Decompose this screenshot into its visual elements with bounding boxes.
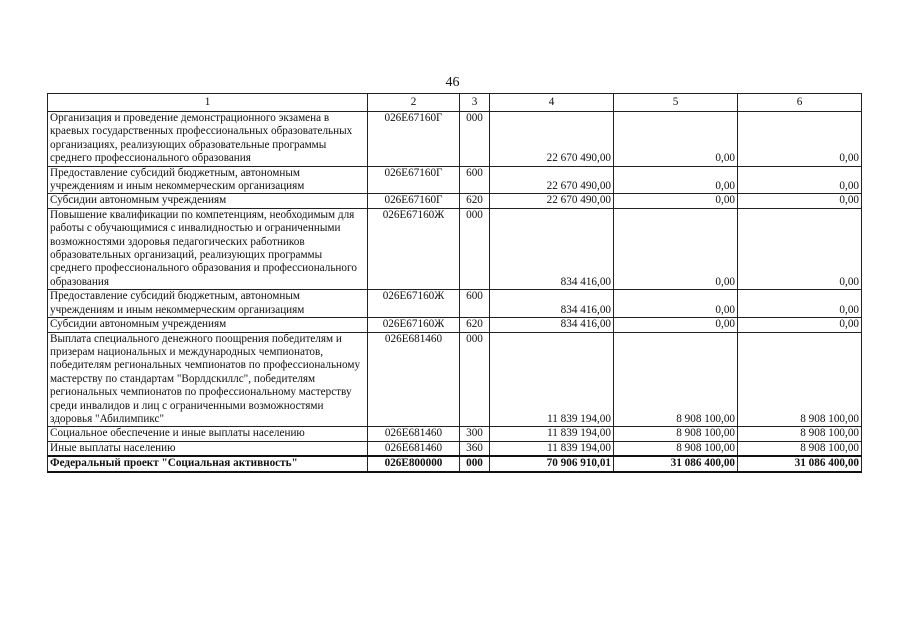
page-number: 46: [445, 75, 460, 90]
row-value-4: 22 670 490,00: [490, 112, 614, 167]
row-value-4: 11 839 194,00: [490, 332, 614, 427]
row-value-6: 0,00: [738, 112, 862, 167]
column-header: 2: [368, 94, 460, 112]
row-name: Социальное обеспечение и иные выплаты населению: [48, 427, 368, 441]
row-value-6: 0,00: [738, 194, 862, 208]
row-value-5: 8 908 100,00: [614, 427, 738, 441]
row-kvr: 000: [460, 112, 490, 167]
row-kvr: 000: [460, 332, 490, 427]
row-code: 026Е67160Г: [368, 194, 460, 208]
row-code: 026Е67160Ж: [368, 208, 460, 289]
table-row: [48, 318, 862, 332]
row-value-6: 8 908 100,00: [738, 441, 862, 456]
row-value-5: 0,00: [614, 318, 738, 332]
row-code: 026Е681460: [368, 427, 460, 441]
row-value-6: 0,00: [738, 208, 862, 289]
row-value-5: 8 908 100,00: [614, 441, 738, 456]
row-code: 026Е681460: [368, 332, 460, 427]
row-value-5: 0,00: [614, 208, 738, 289]
row-kvr: 000: [460, 208, 490, 289]
row-value-6: 0,00: [738, 290, 862, 318]
row-value-6: 0,00: [738, 166, 862, 194]
row-value-5: 0,00: [614, 194, 738, 208]
column-header: 1: [48, 94, 368, 112]
row-code: 026Е67160Ж: [368, 318, 460, 332]
row-kvr: 300: [460, 427, 490, 441]
table-row-total: [48, 456, 862, 471]
row-name: Повышение квалификации по компетенциям, необходимым для работы с обучающимися с инвалидностью и ограниченными возможностями здоровья педагогических работников образовательных организаций, реализующих программы среднего профессионального образования и профессионального образования: [48, 208, 368, 289]
row-value-4: 834 416,00: [490, 290, 614, 318]
row-value-4: 22 670 490,00: [490, 166, 614, 194]
row-name: Федеральный проект "Социальная активность": [48, 456, 368, 471]
table-row: [48, 166, 862, 194]
table-row: [48, 290, 862, 318]
row-value-5: 0,00: [614, 112, 738, 167]
row-kvr: 620: [460, 318, 490, 332]
row-value-4: 834 416,00: [490, 208, 614, 289]
table-row: [48, 441, 862, 456]
table-row: [48, 112, 862, 167]
column-header: 5: [614, 94, 738, 112]
row-name: Иные выплаты населению: [48, 441, 368, 456]
row-kvr: 360: [460, 441, 490, 456]
row-value-5: 8 908 100,00: [614, 332, 738, 427]
row-name: Выплата специального денежного поощрения победителям и призерам национальных и международных чемпионатов, победителям региональных чемпионатов по профессиональному мастерству по стандартам "Ворлдскиллс", победителям региональных чемпионатов по профессиональному мастерству среди инвалидов и лиц с ограниченными возможностями здоровья "Абилимпикс": [48, 332, 368, 427]
column-header: 3: [460, 94, 490, 112]
column-header: 6: [738, 94, 862, 112]
row-kvr: 620: [460, 194, 490, 208]
table-row: [48, 208, 862, 289]
row-code: 026Е67160Ж: [368, 290, 460, 318]
budget-table: [47, 93, 862, 473]
row-value-6: 0,00: [738, 318, 862, 332]
table-row: [48, 427, 862, 441]
table-row: [48, 194, 862, 208]
row-value-6: 8 908 100,00: [738, 332, 862, 427]
row-kvr: 600: [460, 290, 490, 318]
row-name: Организация и проведение демонстрационного экзамена в краевых государственных профессиональных образовательных организациях, реализующих образовательные программы среднего профессионального образования: [48, 112, 368, 167]
header-row: [48, 94, 862, 112]
row-code: 026Е67160Г: [368, 112, 460, 167]
row-value-4: 22 670 490,00: [490, 194, 614, 208]
row-value-4: 11 839 194,00: [490, 441, 614, 456]
row-value-5: 0,00: [614, 166, 738, 194]
row-value-4: 11 839 194,00: [490, 427, 614, 441]
row-code: 026Е800000: [368, 456, 460, 471]
row-value-5: 0,00: [614, 290, 738, 318]
row-value-5: 31 086 400,00: [614, 456, 738, 471]
row-code: 026Е67160Г: [368, 166, 460, 194]
row-value-6: 31 086 400,00: [738, 456, 862, 471]
row-code: 026Е681460: [368, 441, 460, 456]
row-name: Субсидии автономным учреждениям: [48, 194, 368, 208]
row-name: Субсидии автономным учреждениям: [48, 318, 368, 332]
row-value-6: 8 908 100,00: [738, 427, 862, 441]
row-name: Предоставление субсидий бюджетным, автономным учреждениям и иным некоммерческим организациям: [48, 166, 368, 194]
row-value-4: 70 906 910,01: [490, 456, 614, 471]
table-row: [48, 332, 862, 427]
column-header: 4: [490, 94, 614, 112]
row-name: Предоставление субсидий бюджетным, автономным учреждениям и иным некоммерческим организациям: [48, 290, 368, 318]
row-value-4: 834 416,00: [490, 318, 614, 332]
row-kvr: 600: [460, 166, 490, 194]
row-kvr: 000: [460, 456, 490, 471]
